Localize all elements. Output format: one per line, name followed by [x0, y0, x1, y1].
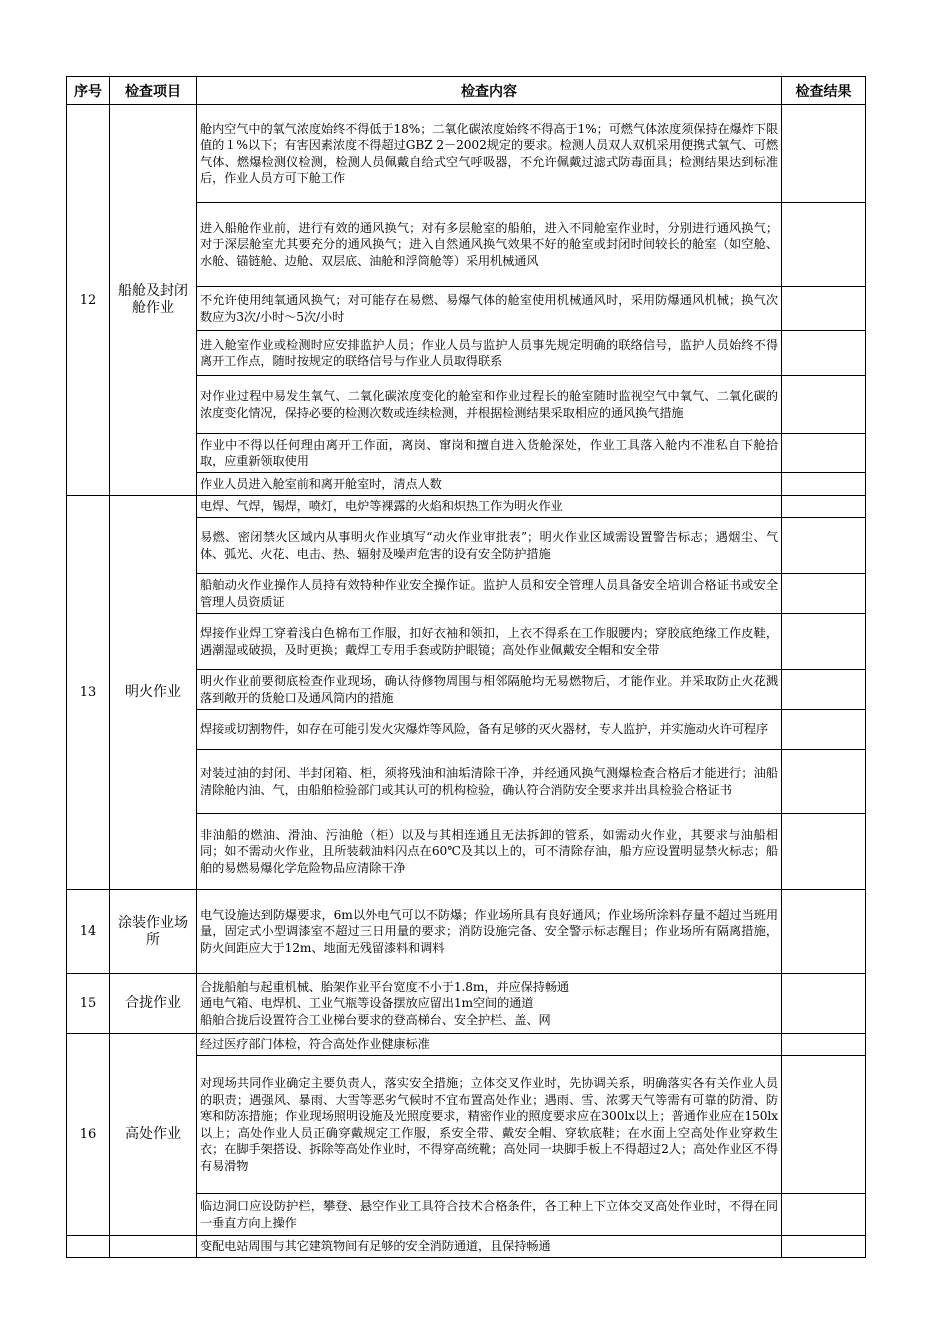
check-result-cell[interactable]	[782, 376, 866, 434]
header-item: 检查项目	[110, 77, 197, 105]
check-result-cell[interactable]	[782, 1194, 866, 1236]
check-content: 易燃、密闭禁火区域内从事明火作业填写“动火作业审批表”；明火作业区域需设置警告标志；遇烟尘、气体、弧光、火花、电击、热、辐射及噪声危害的设有安全防护措施	[197, 518, 782, 574]
row-number: 15	[67, 974, 110, 1034]
header-seq: 序号	[67, 77, 110, 105]
check-result-cell[interactable]	[782, 1236, 866, 1258]
check-content: 明火作业前要彻底检查作业现场，确认待修物周围与相邻隔舱均无易燃物后，才能作业。并采取防止火花溅落到敞开的货舱口及通风筒内的措施	[197, 670, 782, 710]
check-content: 电气设施达到防爆要求，6m以外电气可以不防爆；作业场所具有良好通风；作业场所涂料存量不超过当班用量，固定式小型调漆室不超过三日用量的要求；消防设施完备、安全警示标志醒目；作业场所有隔离措施，防火间距应大于12m、地面无残留漆料和调料	[197, 890, 782, 974]
row-number: 13	[67, 496, 110, 890]
check-content: 舱内空气中的氧气浓度始终不得低于18%；二氧化碳浓度始终不得高于1%；可燃气体浓度须保持在爆炸下限值的１%以下；有害因素浓度不得超过GBZ 2－2002规定的要求。检测人员双人双机采用便携式氧气、可燃气体、燃爆检测仪检测，检测人员佩戴自给式空气呼吸器，不允许佩戴过滤式防毒面具；检测结果达到标准后，作业人员方可下舱工作	[197, 105, 782, 203]
check-result-cell[interactable]	[782, 203, 866, 287]
check-content: 对作业过程中易发生氧气、二氧化碳浓度变化的舱室和作业过程长的舱室随时监视空气中氧气、二氧化碳的浓度变化情况，保持必要的检测次数或连续检测，并根据检测结果采取相应的通风换气措施	[197, 376, 782, 434]
check-content: 经过医疗部门体检，符合高处作业健康标准	[197, 1034, 782, 1056]
check-result-cell[interactable]	[782, 890, 866, 974]
check-item: 船舱及封闭舱作业	[110, 105, 197, 496]
check-result-cell[interactable]	[782, 710, 866, 750]
check-result-cell[interactable]	[782, 670, 866, 710]
check-content: 焊接或切割物件，如存在可能引发火灾爆炸等风险，备有足够的灭火器材，专人监护，并实施动火许可程序	[197, 710, 782, 750]
check-content: 船舶动火作业操作人员持有效特种作业安全操作证。监护人员和安全管理人员具备安全培训合格证书或安全管理人员资质证	[197, 574, 782, 614]
check-content: 作业人员进入舱室前和离开舱室时，清点人数	[197, 473, 782, 496]
check-result-cell[interactable]	[782, 614, 866, 670]
check-result-cell[interactable]	[782, 434, 866, 473]
check-item: 明火作业	[110, 496, 197, 890]
table-row	[67, 1034, 866, 1056]
table-row	[67, 496, 866, 518]
table-body	[67, 105, 866, 1258]
check-item: 涂装作业场所	[110, 890, 197, 974]
table-row	[67, 105, 866, 203]
row-number	[67, 1236, 110, 1258]
header-result: 检查结果	[782, 77, 866, 105]
check-content	[197, 974, 782, 1034]
check-result-cell[interactable]	[782, 750, 866, 814]
check-result-cell[interactable]	[782, 496, 866, 518]
check-result-cell[interactable]	[782, 1034, 866, 1056]
check-content: 对装过油的封闭、半封闭箱、柜，须将残油和油垢清除干净，并经通风换气测爆检查合格后才能进行；油船清除舱内油、气，由船舶检验部门或其认可的机构检验，确认符合消防安全要求并出具检验合格证书	[197, 750, 782, 814]
check-content: 非油船的燃油、滑油、污油舱（柜）以及与其相连通且无法拆卸的管系，如需动火作业，其要求与油船相同；如不需动火作业，且所装载油料闪点在60℃及其以上的，可不清除存油，船方应设置明显禁火标志；船舶的易燃易爆化学危险物品应清除干净	[197, 814, 782, 890]
table-row	[67, 890, 866, 974]
check-content: 焊接作业焊工穿着浅白色棉布工作服，扣好衣袖和领扣，上衣不得系在工作服腰内；穿胶底绝缘工作皮鞋，遇潮湿或破损，及时更换；戴焊工专用手套或防护眼镜；高处作业佩戴安全帽和安全带	[197, 614, 782, 670]
check-result-cell[interactable]	[782, 574, 866, 614]
check-content: 临边洞口应设防护栏，攀登、悬空作业工具符合技术合格条件，各工种上下立体交叉高处作业时，不得在同一垂直方向上操作	[197, 1194, 782, 1236]
header-row	[67, 77, 866, 105]
content-line: 通电气箱、电焊机、工业气瓶等设备摆放应留出1m空间的通道	[200, 996, 534, 1011]
check-result-cell[interactable]	[782, 974, 866, 1034]
inspection-table	[66, 76, 866, 1258]
check-result-cell[interactable]	[782, 331, 866, 376]
check-result-cell[interactable]	[782, 473, 866, 496]
check-content: 进入船舱作业前，进行有效的通风换气；对有多层舱室的船舶，进入不同舱室作业时，分别进行通风换气；对于深层舱室尤其要充分的通风换气；进入自然通风换气效果不好的舱室或封闭时间较长的舱室（如空舱、水舱、锚链舱、边舱、双层底、油舱和浮筒舱等）采用机械通风	[197, 203, 782, 287]
row-number: 14	[67, 890, 110, 974]
row-number: 16	[67, 1034, 110, 1236]
content-line: 合拢船舶与起重机械、胎架作业平台宽度不小于1.8m，并应保持畅通	[200, 979, 569, 994]
check-result-cell[interactable]	[782, 814, 866, 890]
check-result-cell[interactable]	[782, 287, 866, 331]
check-item	[110, 1236, 197, 1258]
header-content: 检查内容	[197, 77, 782, 105]
check-result-cell[interactable]	[782, 518, 866, 574]
table-row	[67, 974, 866, 1034]
row-number: 12	[67, 105, 110, 496]
check-content: 进入舱室作业或检测时应安排监护人员；作业人员与监护人员事先规定明确的联络信号，监护人员始终不得离开工作点，随时按规定的联络信号与作业人员取得联系	[197, 331, 782, 376]
check-content: 作业中不得以任何理由离开工作面，离岗、窜岗和擅自进入货舱深处，作业工具落入舱内不准私自下舱拾取，应重新领取使用	[197, 434, 782, 473]
check-result-cell[interactable]	[782, 105, 866, 203]
check-content: 电焊、气焊，锡焊，喷灯，电炉等裸露的火焰和炽热工作为明火作业	[197, 496, 782, 518]
content-line: 船舶合拢后设置符合工业梯台要求的登高梯台、安全护栏、盖、网	[200, 1012, 551, 1027]
check-content: 对现场共同作业确定主要负责人，落实安全措施；立体交叉作业时，先协调关系，明确落实各有关作业人员的职责；遇强风、暴雨、大雪等恶劣气候时不宜布置高处作业；遇雨、雪、浓雾天气等需有可靠的防滑、防寒和防冻措施；作业现场照明设施及光照度要求，精密作业的照度要求应在300lx以上；普通作业应在150lx以上；高处作业人员正确穿戴规定工作服，系安全带、戴安全帽、穿软底鞋；在水面上空高处作业穿救生衣；在脚手架搭设、拆除等高处作业时，不得穿高统靴；高处同一块脚手板上不得超过2人；高处作业区不得有易滑物	[197, 1056, 782, 1194]
check-item: 高处作业	[110, 1034, 197, 1236]
table-row	[67, 1236, 866, 1258]
check-item: 合拢作业	[110, 974, 197, 1034]
check-result-cell[interactable]	[782, 1056, 866, 1194]
check-content: 不允许使用纯氧通风换气；对可能存在易燃、易爆气体的舱室使用机械通风时，采用防爆通风机械；换气次数应为3次/小时～5次/小时	[197, 287, 782, 331]
check-content: 变配电站周围与其它建筑物间有足够的安全消防通道，且保持畅通	[197, 1236, 782, 1258]
